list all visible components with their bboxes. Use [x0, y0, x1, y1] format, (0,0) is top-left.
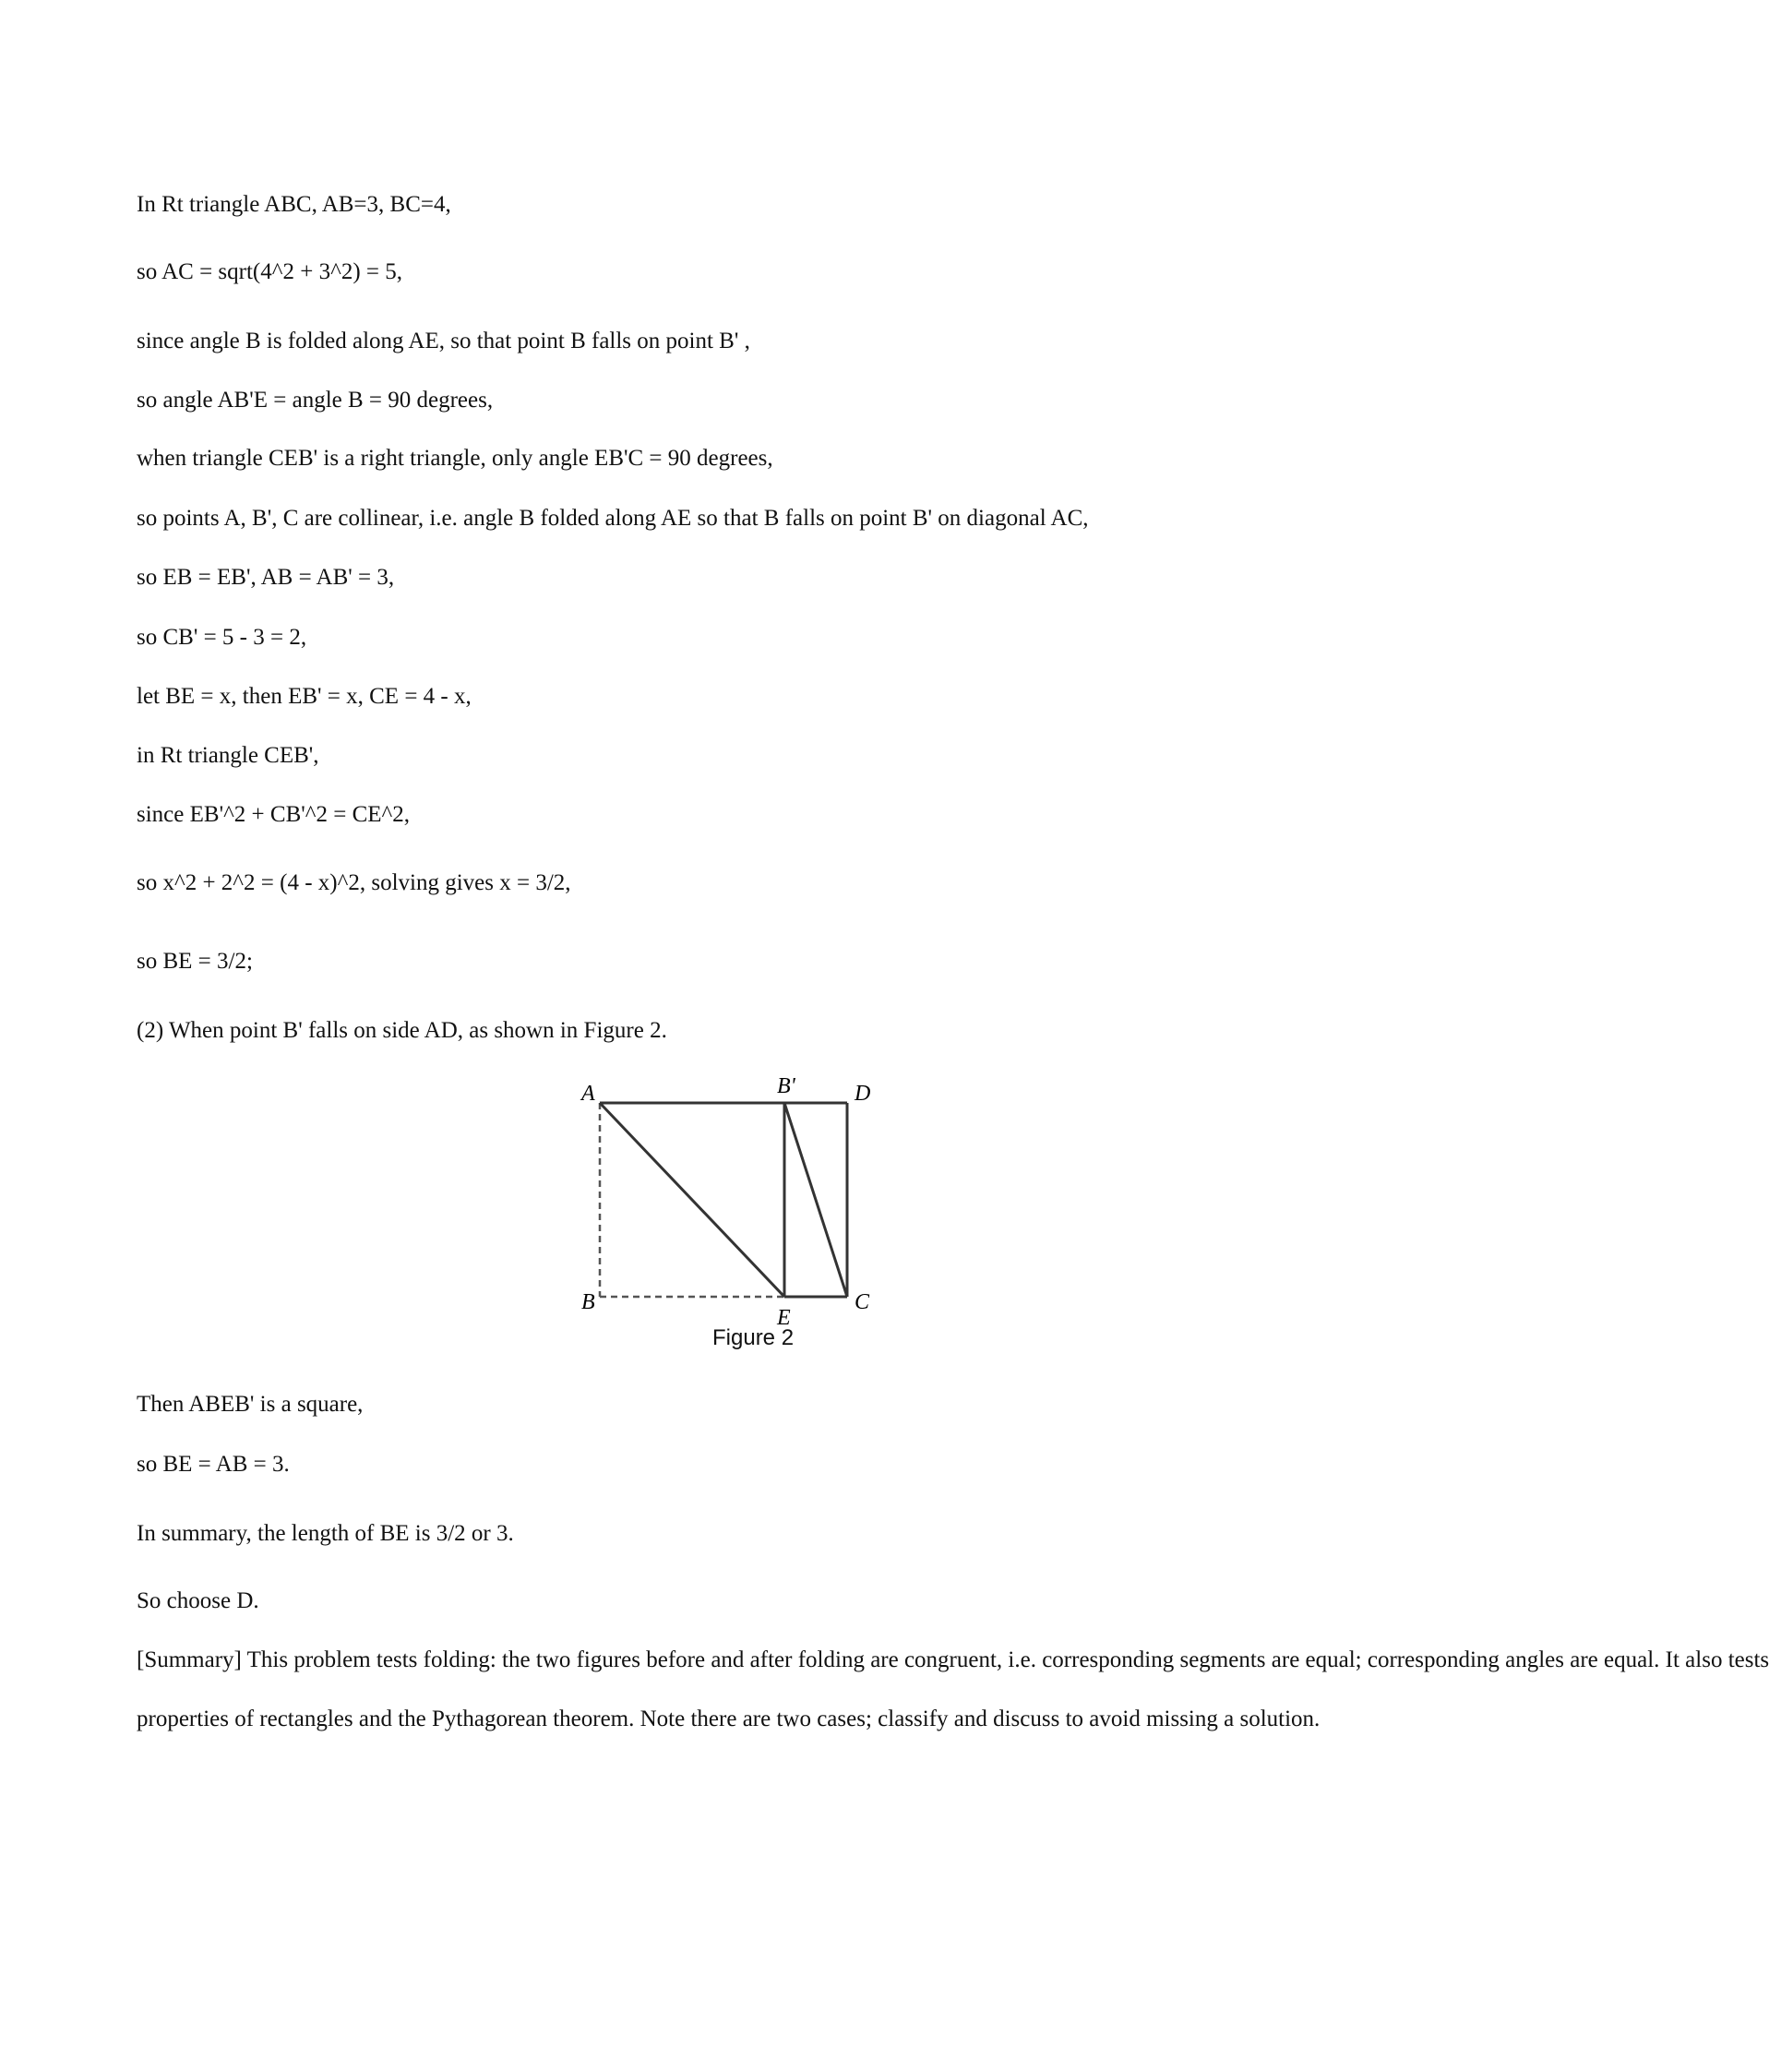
text-line: in Rt triangle CEB',	[137, 743, 319, 768]
text-line: since angle B is folded along AE, so that point B falls on point B' ,	[137, 329, 750, 353]
segment-bprime-c	[784, 1103, 847, 1297]
geometry-diagram	[572, 1071, 895, 1366]
label-b: B	[581, 1290, 595, 1314]
text-line: (2) When point B' falls on side AD, as shown in Figure 2.	[137, 1018, 667, 1043]
label-d: D	[855, 1082, 871, 1106]
figure-caption: Figure 2	[712, 1325, 795, 1350]
text-line: so BE = AB = 3.	[137, 1452, 290, 1477]
text-line: since EB'^2 + CB'^2 = CE^2,	[137, 802, 411, 827]
label-a: A	[581, 1082, 595, 1106]
text-line: In Rt triangle ABC, AB=3, BC=4,	[137, 192, 451, 217]
label-b-prime: B'	[777, 1074, 795, 1098]
segment-ae	[600, 1103, 784, 1297]
text-line: so BE = 3/2;	[137, 949, 253, 974]
text-line: let BE = x, then EB' = x, CE = 4 - x,	[137, 684, 472, 709]
text-line: so CB' = 5 - 3 = 2,	[137, 625, 307, 650]
text-line: In summary, the length of BE is 3/2 or 3.	[137, 1521, 514, 1546]
text-line: so angle AB'E = angle B = 90 degrees,	[137, 388, 494, 413]
text-line: so EB = EB', AB = AB' = 3,	[137, 565, 395, 590]
text-line: properties of rectangles and the Pythagorean theorem. Note there are two cases; classify and discuss to avoid missing a solution.	[137, 1707, 1321, 1731]
text-line: [Summary] This problem tests folding: the two figures before and after folding are congruent, i.e. corresponding segments are equal; corresponding angles are equal. It also tests	[137, 1647, 1769, 1672]
text-line: when triangle CEB' is a right triangle, only angle EB'C = 90 degrees,	[137, 446, 773, 471]
text-line: so x^2 + 2^2 = (4 - x)^2, solving gives x = 3/2,	[137, 870, 571, 895]
text-line: so points A, B', C are collinear, i.e. angle B folded along AE so that B falls on point B' on diagonal AC,	[137, 506, 1089, 531]
text-line: so AC = sqrt(4^2 + 3^2) = 5,	[137, 259, 402, 284]
figure-2	[572, 1071, 895, 1366]
label-e: E	[777, 1306, 791, 1330]
text-line: So choose D.	[137, 1588, 259, 1613]
text-line: Then ABEB' is a square,	[137, 1392, 364, 1417]
label-c: C	[855, 1290, 870, 1314]
